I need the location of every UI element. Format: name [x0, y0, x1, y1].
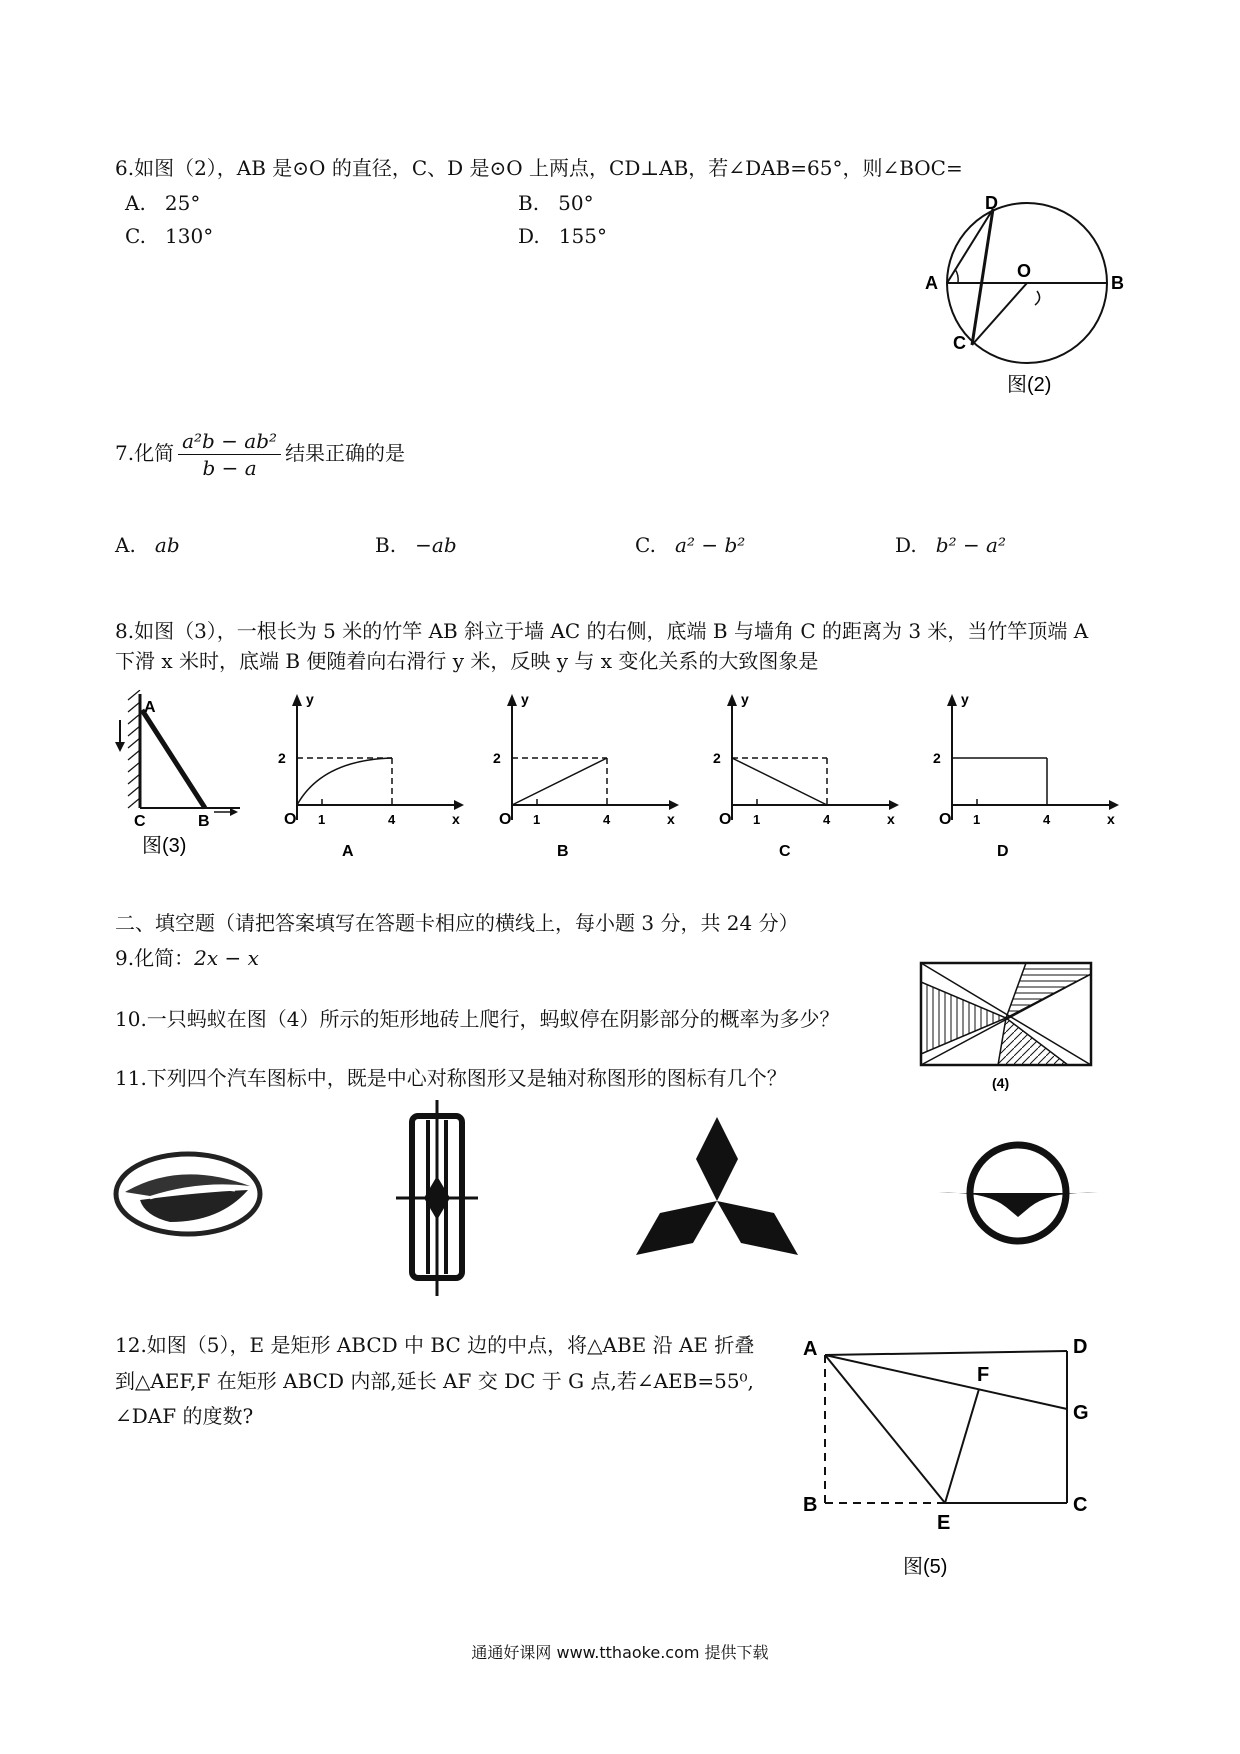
q6-point-c: C: [953, 333, 966, 353]
q8-graph-a: [262, 690, 467, 865]
svg-text:2: 2: [278, 750, 286, 766]
svg-text:4: 4: [388, 812, 396, 827]
svg-text:x: x: [452, 811, 460, 827]
q12-point-c: C: [1073, 1494, 1088, 1516]
logo-1-icon: [110, 1140, 270, 1250]
q7-stem: 7.化简 $\frac{\text{a²b − ab²}}{b - a}$ 结果正确的是: [115, 429, 406, 480]
svg-text:1: 1: [753, 812, 761, 827]
q8-line2: 下滑 x 米时，底端 B 便随着向右滑行 y 米，反映 y 与 x 变化关系的大致图象是: [115, 649, 819, 673]
logo-2-icon: [392, 1098, 482, 1298]
q7-fraction: $\frac{\text{a²b − ab²}}{b - a}$: [178, 428, 281, 481]
q12-line2: 到△AEF,F 在矩形 ABCD 内部,延长 AF 交 DC 于 G 点,若∠AEB=55⁰,: [115, 1369, 754, 1393]
q12-point-e: E: [937, 1512, 951, 1534]
q10-tile-figure: [918, 960, 1098, 1100]
q6-option-b: B. 50°: [518, 191, 594, 215]
svg-text:y: y: [306, 691, 314, 707]
section2-heading: 二、填空题（请把答案填写在答题卡相应的横线上，每小题 3 分，共 24 分）: [115, 911, 799, 935]
q7-option-c: C. a² − b²: [635, 533, 746, 557]
q8-graph-b-label: B: [557, 843, 569, 860]
q7-option-a: A. ab: [115, 533, 180, 557]
q12-caption: 图(5): [903, 1556, 948, 1578]
q8-graph-c: [697, 690, 902, 865]
svg-text:1: 1: [973, 812, 981, 827]
q6-point-a: A: [925, 273, 938, 293]
svg-text:1: 1: [318, 812, 326, 827]
q6-circle-figure: [925, 195, 1135, 410]
q9-stem: 9.化简：2x − x: [115, 946, 259, 970]
svg-text:y: y: [521, 691, 529, 707]
q6-option-a: A. 25°: [125, 191, 201, 215]
q7-option-b: B. −ab: [375, 533, 457, 557]
q8-line1: 8.如图（3），一根长为 5 米的竹竿 AB 斜立于墙 AC 的右侧，底端 B 与墙角 C 的距离为 3 米，当竹竿顶端 A: [115, 619, 1089, 643]
q12-point-a: A: [803, 1338, 818, 1360]
q8-graph-d: [917, 690, 1122, 865]
q6-caption: 图(2): [1007, 374, 1052, 396]
svg-text:2: 2: [493, 750, 501, 766]
q6-point-d: D: [985, 195, 998, 213]
q10-stem: 10.一只蚂蚁在图（4）所示的矩形地砖上爬行，蚂蚁停在阴影部分的概率为多少？: [115, 1007, 840, 1031]
svg-text:4: 4: [823, 812, 831, 827]
q7-option-d: D. b² − a²: [895, 533, 1006, 557]
svg-text:y: y: [741, 691, 749, 707]
q6-point-o: O: [1017, 261, 1032, 281]
q12-point-g: G: [1073, 1402, 1089, 1424]
q12-rectangle-figure: [795, 1325, 1115, 1585]
q11-stem: 11.下列四个汽车图标中，既是中心对称图形又是轴对称图形的图标有几个？: [115, 1066, 787, 1090]
svg-text:O: O: [499, 811, 512, 828]
q12-point-f: F: [977, 1364, 990, 1386]
q8-fig3-point-a: A: [144, 699, 156, 716]
logo-4-icon: [930, 1135, 1105, 1255]
q6-point-b: B: [1111, 273, 1124, 293]
page-footer: 通通好课网 www.tthaoke.com 提供下载: [471, 1643, 769, 1662]
logo-3-icon: [630, 1115, 805, 1275]
svg-text:2: 2: [933, 750, 941, 766]
q8-fig3-point-c: C: [134, 813, 146, 830]
svg-text:O: O: [719, 811, 732, 828]
svg-text:2: 2: [713, 750, 721, 766]
svg-text:4: 4: [603, 812, 611, 827]
q6-stem: 6.如图（2），AB 是⊙O 的直径，C、D 是⊙O 上两点，CD⊥AB，若∠DAB=65°，则∠BOC=: [115, 156, 963, 180]
svg-text:1: 1: [533, 812, 541, 827]
q8-graph-c-label: C: [779, 843, 791, 860]
svg-text:x: x: [887, 811, 895, 827]
q10-caption: (4): [992, 1075, 1010, 1091]
q6-option-d: D. 155°: [518, 224, 607, 248]
svg-text:x: x: [1107, 811, 1115, 827]
q8-graph-d-label: D: [997, 843, 1009, 860]
q6-option-c: C. 130°: [125, 224, 214, 248]
svg-text:O: O: [939, 811, 952, 828]
q8-fig3-caption: 图(3): [142, 835, 187, 857]
q12-point-b: B: [803, 1494, 818, 1516]
q8-graph-b: [477, 690, 682, 865]
q12-line1: 12.如图（5），E 是矩形 ABCD 中 BC 边的中点，将△ABE 沿 AE 折叠: [115, 1333, 755, 1357]
svg-text:y: y: [961, 691, 969, 707]
svg-text:4: 4: [1043, 812, 1051, 827]
q12-point-d: D: [1073, 1336, 1088, 1358]
q12-line3: ∠DAF 的度数?: [115, 1404, 254, 1428]
q8-graph-a-label: A: [342, 843, 354, 860]
q8-fig3-point-b: B: [198, 813, 210, 830]
svg-text:x: x: [667, 811, 675, 827]
q8-figure3: [110, 690, 250, 865]
svg-text:O: O: [284, 811, 297, 828]
